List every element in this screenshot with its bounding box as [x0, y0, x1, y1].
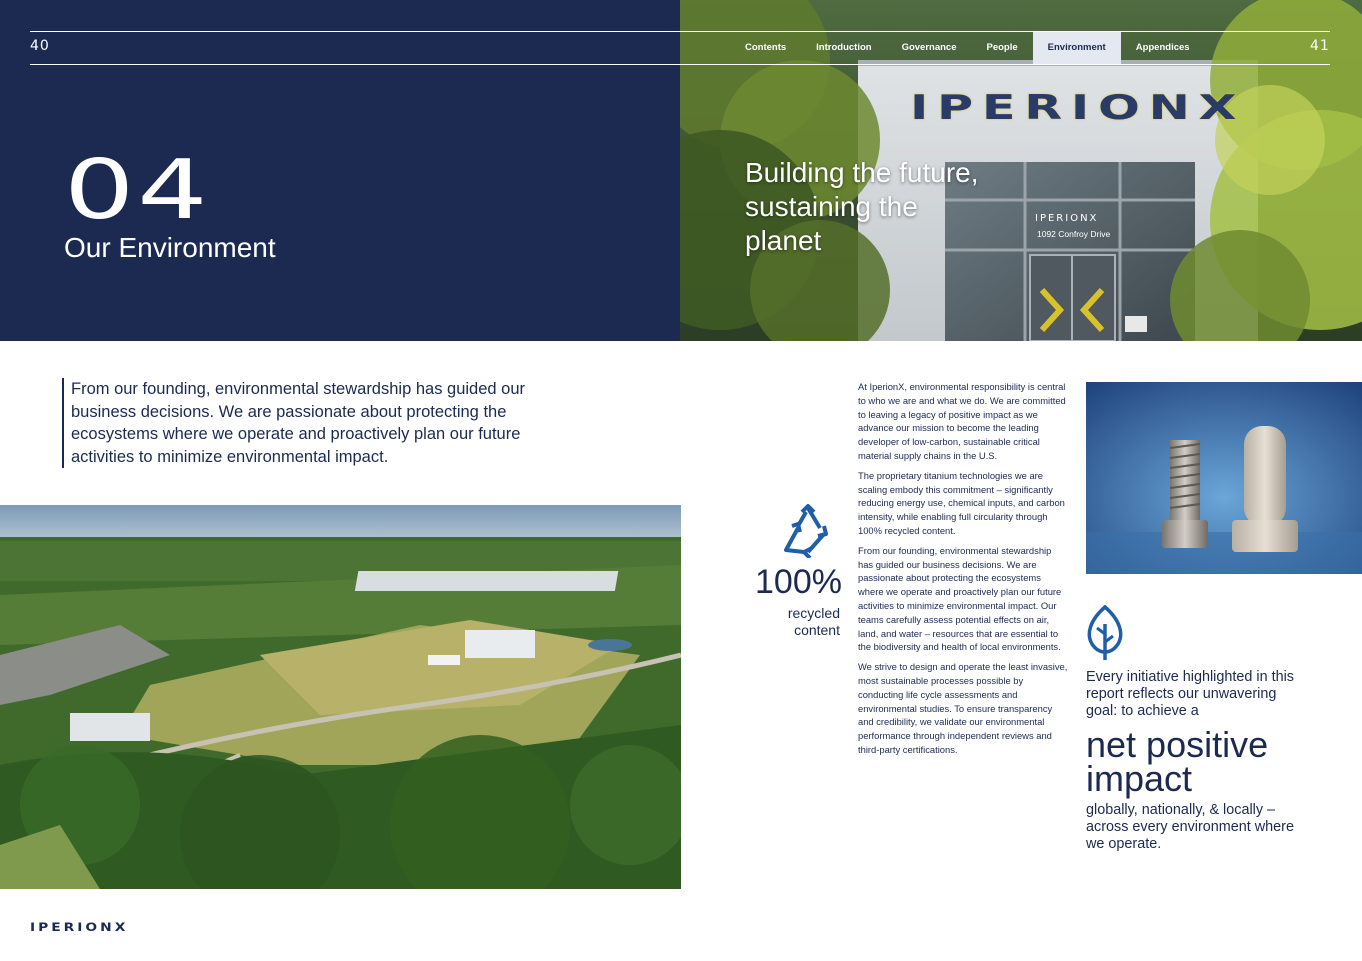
door-address: 1092 Confroy Drive [1037, 229, 1111, 239]
header-rule-bottom [30, 64, 1330, 65]
nav-item-people[interactable]: People [986, 42, 1018, 53]
page-number-right: 41 [1310, 38, 1330, 54]
section-nav [730, 32, 1205, 64]
body-paragraph: We strive to design and operate the least invasive, most sustainable processes possible by conducting life cycle assessments and environmental studies. To ensure transparency and credibility, we validate our environmental performance through independent reviews and third-party certifications. [858, 661, 1068, 755]
aerial-illustration [0, 505, 681, 889]
stat-label-line: recycled [787, 605, 840, 621]
stat-value: 100% [755, 563, 842, 601]
door-sign: IPERIONX [1035, 213, 1099, 224]
building-sign: IPERIONX [910, 88, 1246, 128]
goal-lead-text: Every initiative highlighted in this report reflects our unwavering goal: to achieve a [1086, 669, 1294, 719]
body-paragraph: The proprietary titanium technologies we are scaling embody this commitment – significantly reducing energy use, chemical inputs, and carbon intensity, while enabling full circularity through 100% recycled content. [858, 469, 1065, 536]
nav-item-introduction[interactable]: Introduction [816, 42, 872, 53]
goal-tail-text: globally, nationally, & locally – across every environment where we operate. [1086, 802, 1294, 852]
nav-item-governance[interactable]: Governance [901, 42, 957, 53]
body-copy [858, 380, 1068, 763]
chapter-title: Our Environment [64, 232, 276, 263]
intro-quote: From our founding, environmental stewardship has guided our business decisions. We are passionate about protecting the ecosystems where we operate and proactively plan our future activities to minimize environmental impact. [62, 378, 532, 468]
page-number-left: 40 [30, 38, 50, 54]
aerial-site-photo [0, 505, 681, 889]
footer-logo: IPERIONX [30, 920, 129, 934]
body-paragraph: From our founding, environmental stewardship has guided our business decisions. We are passionate about protecting the ecosystems where we operate and proactively plan our future activities to minimize environmental impact. Our teams carefully assess potential effects on air, land, and water – resources that are essential to the biodiversity and health of local environments. [858, 544, 1062, 653]
recycle-icon [780, 504, 836, 558]
hero-tagline-line: Building the future, [745, 157, 979, 188]
nav-item-appendices[interactable]: Appendices [1135, 42, 1190, 53]
nav-item-contents[interactable]: Contents [745, 42, 787, 53]
hero-tagline-line: planet [745, 225, 822, 256]
chapter-number: 04 [64, 143, 211, 238]
stat-label-line: content [794, 622, 840, 638]
stat-label [760, 605, 840, 639]
body-paragraph: At IperionX, environmental responsibility is central to who we are and what we do. We are committed to leaving a legacy of positive impact as we advance our mission to become the leading developer of low-carbon, sustainable critical material supply chains in the U.S. [858, 381, 1066, 461]
nav-item-environment[interactable]: Environment [1033, 32, 1121, 64]
goal-highlight: net positive impact [1086, 724, 1269, 799]
titanium-bolt-photo [1086, 382, 1362, 574]
hero-tagline-line: sustaining the [745, 191, 918, 222]
bolt-illustration [1086, 382, 1362, 574]
hero-tagline [745, 156, 1015, 258]
leaf-icon [1084, 604, 1126, 662]
